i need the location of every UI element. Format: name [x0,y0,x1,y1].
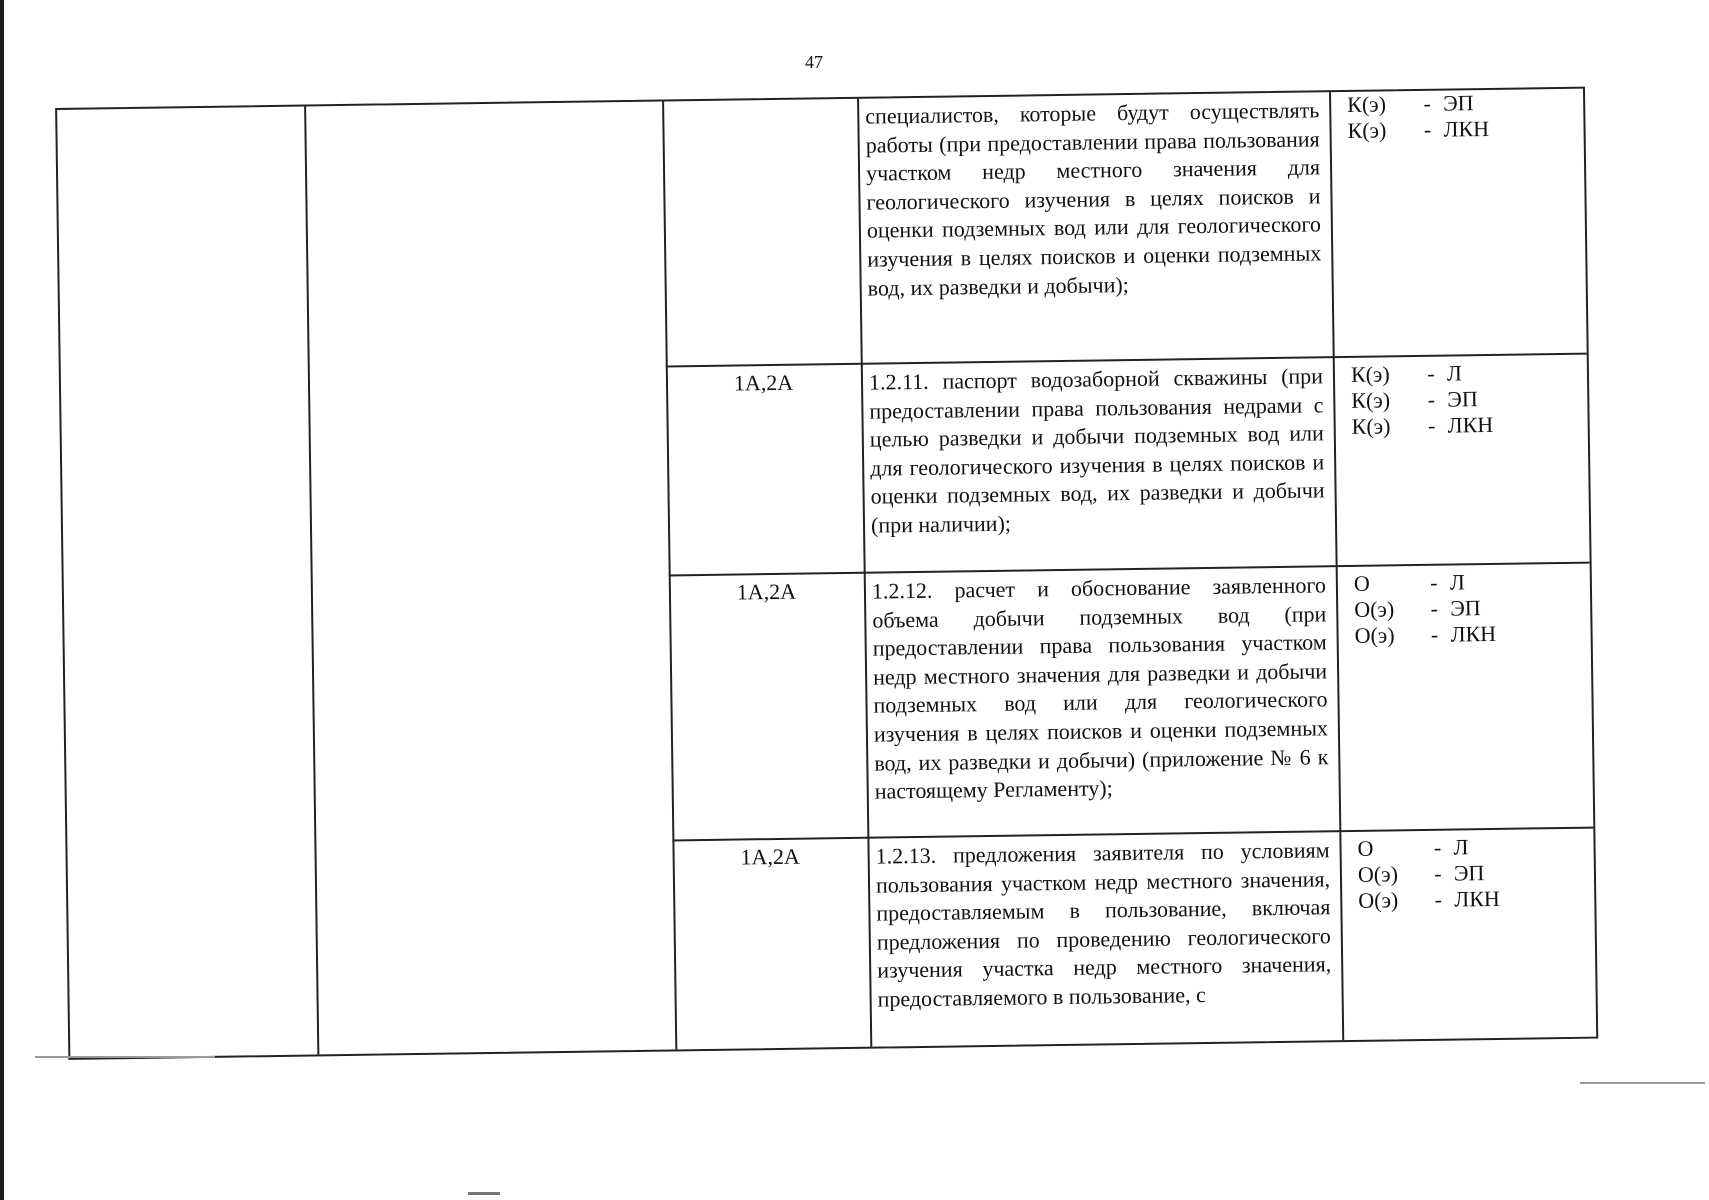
form-doc: О(э) [1354,622,1395,648]
row-2-text: 1.2.11. паспорт водозаборной скважины (при предоставлении права пользования недрами с целью разведки и добычи подземных вод или для геологического изучения в целях поисков и оценки подземных вод, их разведки и добычи (при наличии); [868,363,1325,538]
form-dash: - [1430,569,1438,595]
row-1-forms [1347,89,1578,144]
form-doc: К(э) [1351,387,1391,413]
form-type: Л [1449,569,1465,595]
form-entry [1347,89,1577,118]
form-type: ЭП [1443,90,1474,116]
form-type: Л [1446,360,1463,386]
column-divider-1 [304,106,319,1054]
form-dash: - [1433,834,1442,860]
form-entry [1354,620,1584,649]
row-1-text: специалистов, которые будут осуществлять работы (при предоставлении права пользования участком недр местного значения для геологического изучения в целях поисков и оценки подземных вод или для геологического изучения в целях поисков и оценки подземных вод, их разведки и добычи); [865,97,1322,301]
form-doc: К(э) [1347,91,1387,117]
form-entry [1347,115,1577,144]
form-dash: - [1434,860,1442,886]
row-4-forms [1357,833,1588,914]
scan-artifact-line [35,1056,215,1058]
form-dash: - [1427,412,1436,438]
form-dash: - [1430,595,1439,621]
row-4-code: 1А,2А [740,843,800,870]
form-doc: О(э) [1357,861,1399,887]
form-entry [1351,359,1581,388]
form-entry [1358,859,1588,888]
scan-edge-shadow [0,0,4,1200]
form-dash: - [1427,360,1435,386]
row-3-forms [1354,568,1585,649]
form-dash: - [1434,886,1443,912]
row-3-text: 1.2.12. расчет и обоснование заявленного объема добычи подземных вод (при предоставлении права пользования участком недр местного значения для разведки и добычи подземных вод или для геологического изучения в целях поисков и оценки подземных вод, их разведки и добычи) (приложение № 6 к настоящему Регламенту); [871,572,1329,804]
form-type: ЭП [1450,595,1481,621]
form-dash: - [1423,116,1432,142]
page-number: 47 [805,52,823,72]
form-doc: О [1357,835,1374,861]
document-table-sheet [55,79,1598,1060]
scan-artifact-line [1580,1082,1705,1084]
form-doc: К(э) [1347,117,1387,143]
form-entry [1351,385,1581,414]
form-doc: К(э) [1350,361,1390,387]
form-entry [1358,885,1588,914]
form-type: ЭП [1447,386,1478,412]
form-type: Л [1453,834,1469,860]
row-2-forms [1351,359,1582,440]
form-type: ЛКН [1450,620,1497,647]
form-dash: - [1430,621,1439,647]
form-entry [1352,411,1582,440]
form-type: ЛКН [1454,885,1500,912]
row-2-code: 1А,2А [733,369,794,396]
form-entry [1354,568,1584,597]
form-dash: - [1427,386,1436,412]
form-doc: О(э) [1354,596,1395,622]
form-entry [1354,594,1584,623]
form-doc: О [1353,570,1370,596]
row-4-text: 1.2.13. предложения заявителя по условиям пользования участком недр местного значения, предоставляемым в пользование, включая предложения по проведению геологического изучения участка недр местного значения, предоставляемого в пользование, с [875,837,1332,1012]
requirements-table [55,87,1598,1060]
form-doc: О(э) [1358,887,1399,913]
form-doc: К(э) [1351,413,1391,439]
row-3-code: 1А,2А [736,578,797,605]
scan-artifact-dash [468,1192,500,1195]
form-type: ЭП [1453,860,1485,886]
form-dash: - [1423,90,1432,116]
form-type: ЛКН [1447,411,1494,438]
form-type: ЛКН [1443,115,1490,142]
form-entry [1357,833,1587,862]
